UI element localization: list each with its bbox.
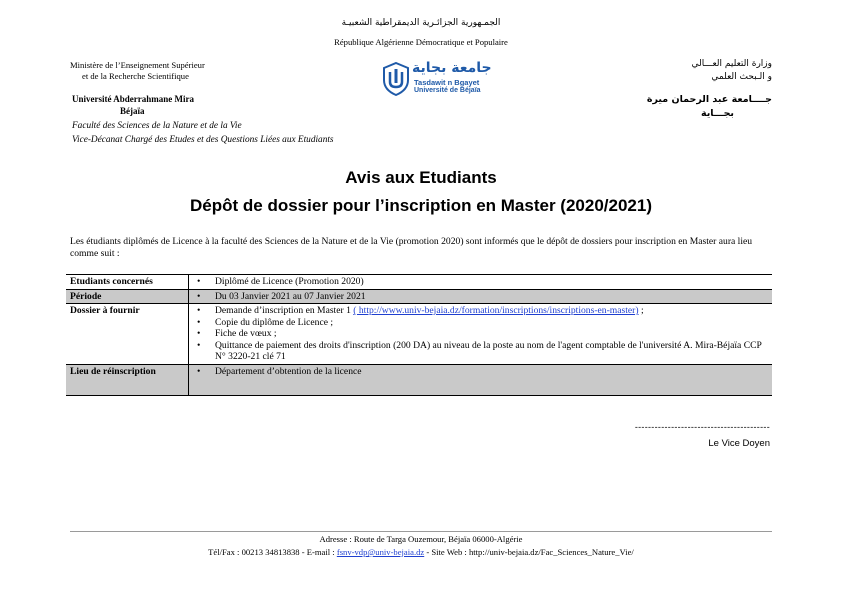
signature-line: ----------------------------------------- [634,422,770,432]
ministry-french [70,60,270,82]
master-registration-link[interactable]: ( http://www.univ-bejaia.dz/formation/inscriptions/inscriptions-en-master) [353,305,639,316]
republic-french: République Algérienne Démocratique et Populaire [334,37,508,47]
list-item: • Quittance de paiement des droits d'inscription (200 DA) au niveau de la poste au nom de l'agent comptable de l'université A. Mira-Béjaïa CCP N° 3220-21 clé 71 [215,340,768,363]
table-row [66,275,772,290]
list-item [215,305,768,317]
requirements-table [66,274,772,396]
vice-deanship-name: Vice-Décanat Chargé des Etudes et des Questions Liées aux Etudiants [72,135,334,145]
university-city-ar: بجـــاية [700,108,734,119]
row-label: Dossier à fournir [66,304,189,365]
ministry-ar-line-2: و الـبحث العلمي [711,72,772,82]
footer-contact-suffix: - Site Web : http://univ-bejaia.dz/Fac_Sciences_Nature_Vie/ [424,547,634,557]
logo-line-1: Tasdawit n Bgayet [414,78,480,87]
university-logo-icon [382,62,410,96]
ministry-line-2: et de la Recherche Scientifique [82,71,189,81]
list-item: • Copie du diplôme de Licence ; [215,317,768,329]
university-name-ar: جــــامعة عبد الرحمان ميرة [646,94,772,105]
row-label: Lieu de réinscription [66,364,189,395]
notice-title: Avis aux Etudiants [345,168,497,187]
list-item: • Diplômé de Licence (Promotion 2020) [215,276,768,288]
footer-divider [70,531,772,532]
faculty-name: Faculté des Sciences de la Nature et de la Vie [72,121,242,131]
list-item: • Département d’obtention de la licence [215,366,768,378]
ministry-ar-line-1: وزارة التعليم العـــالي [691,59,772,69]
logo-line-2: Université de Béjaïa [414,87,481,94]
list-item-tail: ; [638,305,644,316]
list-item: • Fiche de vœux ; [215,328,768,340]
table-row [66,304,772,365]
row-label: Etudiants concernés [66,275,189,290]
footer-address: Adresse : Route de Targa Ouzemour, Béjaïa 06000-Algérie [319,534,523,544]
ministry-arabic [612,58,772,84]
university-name-fr: Université Abderrahmane Mira [72,94,194,104]
list-item-text: Demande d’inscription en Master 1 [215,305,354,316]
row-content [189,275,773,290]
notice-subtitle: Dépôt de dossier pour l’inscription en Master (2020/2021) [190,196,652,215]
republic-arabic: الجمـهورية الجزائـرية الديمقراطية الشعبيـة [341,18,501,28]
table-row [66,289,772,304]
signatory-title: Le Vice Doyen [708,438,770,449]
list-item: • Du 03 Janvier 2021 au 07 Janvier 2021 [215,291,768,303]
footer-email-link[interactable]: fsnv-vdp@univ-bejaia.dz [336,547,425,557]
logo-arabic-text: جامعة بجاية [412,60,492,76]
row-content [189,289,773,304]
footer-contact [0,547,842,557]
footer-contact-prefix: Tél/Fax : 00213 34813838 - E-mail : [208,547,337,557]
row-content [189,364,773,395]
row-label: Période [66,289,189,304]
table-row [66,364,772,395]
university-city-fr: Béjaïa [120,106,145,116]
intro-paragraph: Les étudiants diplômés de Licence à la faculté des Sciences de la Nature et de la Vie (promotion 2020) sont informés que le dépôt de dossiers pour inscription en Master aura lieu comme suit : [70,236,753,259]
ministry-line-1: Ministère de l’Enseignement Supérieur [70,60,205,70]
row-content [189,304,773,365]
